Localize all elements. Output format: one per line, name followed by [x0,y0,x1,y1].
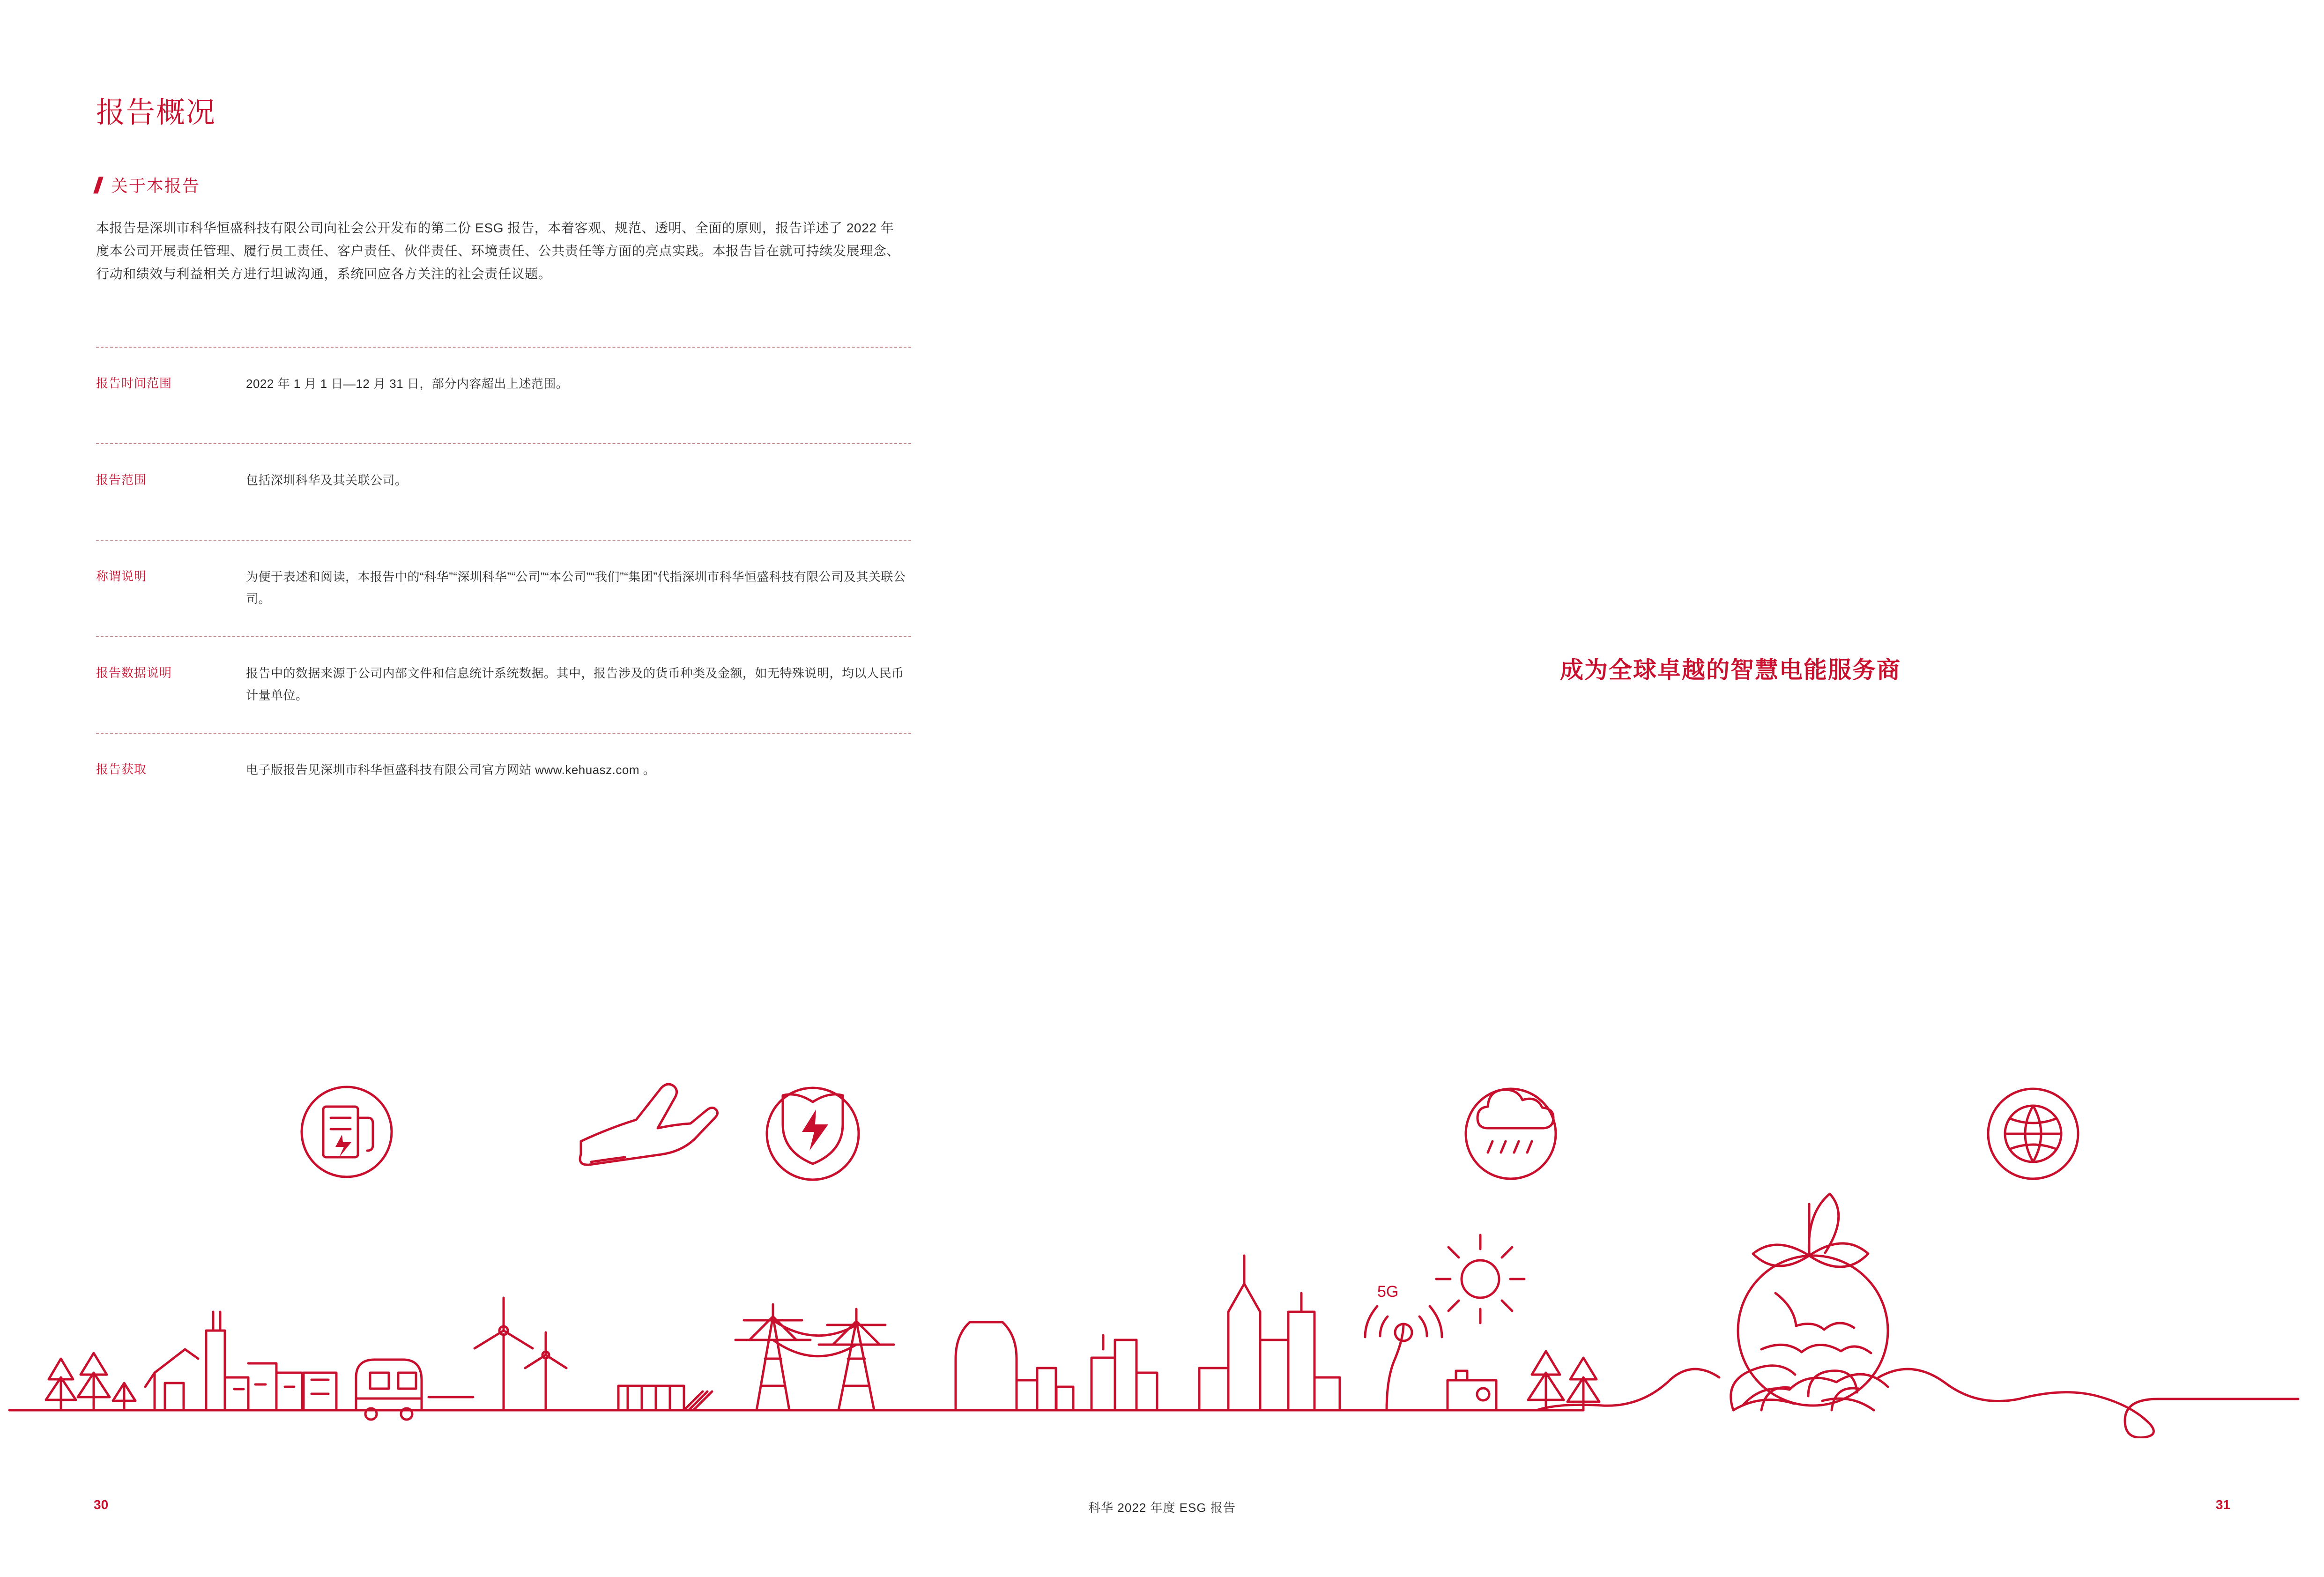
row-label: 报告时间范围 [96,376,172,390]
row-value: 2022 年 1 月 1 日—12 月 31 日，部分内容超出上述范围。 [246,377,569,391]
row-value: 报告中的数据来源于公司内部文件和信息统计系统数据。其中，报告涉及的货币种类及金额，如无特殊说明，均以人民币计量单位。 [246,666,904,702]
row-value: 为便于表述和阅读，本报告中的“科华”“深圳科华”“公司”“本公司”“我们”“集团”代指深圳市科华恒盛科技有限公司及其关联公司。 [246,570,906,606]
table-row [96,348,911,443]
row-label: 报告获取 [96,762,147,776]
page-number-left: 30 [94,1497,109,1512]
table-row [96,734,911,829]
table-row [96,637,911,733]
page-footer [0,1497,2324,1516]
row-value: 电子版报告见深圳市科华恒盛科技有限公司官方网站 www.kehuasz.com 。 [246,763,656,777]
page-number-right: 31 [2215,1497,2230,1512]
row-label: 报告数据说明 [96,666,172,680]
row-label: 报告范围 [96,473,147,487]
table-row [96,444,911,540]
energy-city-skyline-illustration [0,1049,2324,1438]
table-row [96,541,911,636]
footer-title: 科华 2022 年度 ESG 报告 [1088,1501,1236,1515]
row-value: 包括深圳科华及其关联公司。 [246,473,408,487]
subsection-heading-label: 关于本报告 [111,176,200,195]
svg-text:5G: 5G [1377,1283,1399,1301]
subsection-heading [96,173,916,197]
intro-paragraph: 本报告是深圳市科华恒盛科技有限公司向社会公开发布的第二份 ESG 报告，本着客观、规范、透明、全面的原则，报告详述了 2022 年度本公司开展责任管理、履行员工责任、客户责任、伙伴责任、环境责任、公共责任等方面的亮点实践。本报告旨在就可持续发展理念、行动和绩效与利益相关方进行坦诚沟通，系统回应各方关注的社会责任议题。 [96,221,900,281]
report-info-table [96,347,911,829]
page-title: 报告概况 [96,97,216,129]
slogan-text: 成为全球卓越的智慧电能服务商 [1560,657,1901,683]
row-label: 称谓说明 [96,569,147,583]
slash-mark-icon [93,177,104,193]
report-overview-section [96,89,916,285]
